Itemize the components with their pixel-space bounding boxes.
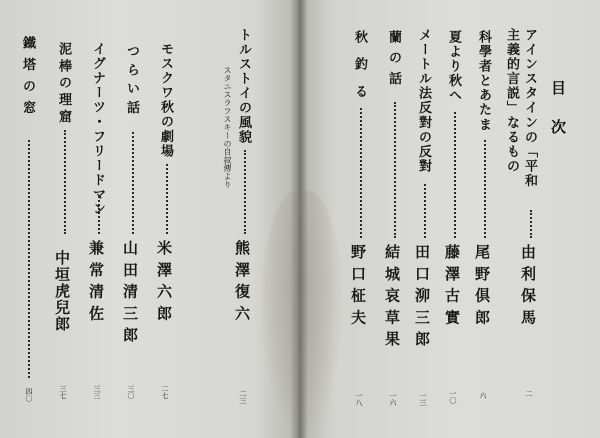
toc-entry-author: 尾野倶郎 <box>473 244 491 331</box>
leader-dots <box>394 102 396 238</box>
toc-entry-title: 科學者とあたま <box>476 30 491 132</box>
leader-dots <box>484 140 486 238</box>
toc-entry-title: 夏より秋へ <box>446 30 461 103</box>
leader-dots <box>28 140 30 378</box>
toc-entry-page: 一六 <box>389 392 397 406</box>
leader-dots <box>360 108 362 238</box>
toc-entry-page: 一三 <box>419 392 427 406</box>
toc-entry-author: 田口泖三郎 <box>413 244 431 353</box>
toc-entry-title: 泥棒の理窟 <box>56 42 71 127</box>
leader-dots <box>424 184 426 238</box>
leader-dots <box>132 132 134 234</box>
toc-entry-author: 藤澤古實 <box>443 244 461 331</box>
leader-dots <box>98 196 100 234</box>
toc-entry-author: 由利保馬 <box>519 244 537 331</box>
toc-entry-page: 六 <box>479 392 487 399</box>
toc-entry-title: モスクワ秋の劇場 <box>158 42 173 159</box>
toc-entry-title: 秋釣る <box>352 30 367 112</box>
toc-entry-author: 結城哀草果 <box>383 244 401 353</box>
left-page <box>0 0 298 438</box>
toc-entry-title: メートル法反對の反對 <box>416 28 431 174</box>
toc-entry-author: 米澤六郎 <box>155 240 173 327</box>
toc-entry-title: 鐵塔の窓 <box>20 36 35 122</box>
toc-entry-page: 二三 <box>239 390 247 404</box>
toc-entry-title: トルストイの風貌 <box>236 28 251 145</box>
toc-entry-page: 三三 <box>93 385 101 399</box>
leader-dots <box>244 150 246 234</box>
leader-dots <box>454 112 456 238</box>
toc-entry-title: つらい話 <box>124 44 139 120</box>
toc-entry-title: 蘭の話 <box>386 30 401 93</box>
toc-entry-page: 一八 <box>355 392 363 406</box>
toc-entry-author: 山田清三郎 <box>121 240 139 349</box>
toc-entry-author: 野口柾夫 <box>349 244 367 331</box>
toc-entry-page: 三〇 <box>127 385 135 399</box>
toc-entry-title: イグナーツ・フリードマン <box>90 42 105 217</box>
toc-entry-page: 二 <box>525 390 533 397</box>
toc-entry-author: 熊澤復六 <box>233 240 251 327</box>
toc-entry-subtitle: スタニスラフスキーの自叙傳より <box>223 66 232 189</box>
leader-dots <box>166 164 168 234</box>
toc-entry-page: 三七 <box>59 385 67 399</box>
toc-entry-page: 四〇 <box>25 388 33 402</box>
toc-entry-author: 兼常清佐 <box>87 240 105 327</box>
leader-dots <box>530 210 532 238</box>
toc-entry-page: 二七 <box>161 385 169 399</box>
toc-heading: 目次 <box>549 80 567 158</box>
toc-entry-title-cont: 主義的言説」なるもの <box>504 28 519 174</box>
toc-entry-title: アインスタインの「平和 <box>522 28 537 189</box>
toc-entry-page: 一〇 <box>449 390 457 404</box>
leader-dots <box>64 130 66 234</box>
water-stain <box>262 190 342 430</box>
toc-entry-author: 中垣虎兒郎 <box>53 250 71 333</box>
